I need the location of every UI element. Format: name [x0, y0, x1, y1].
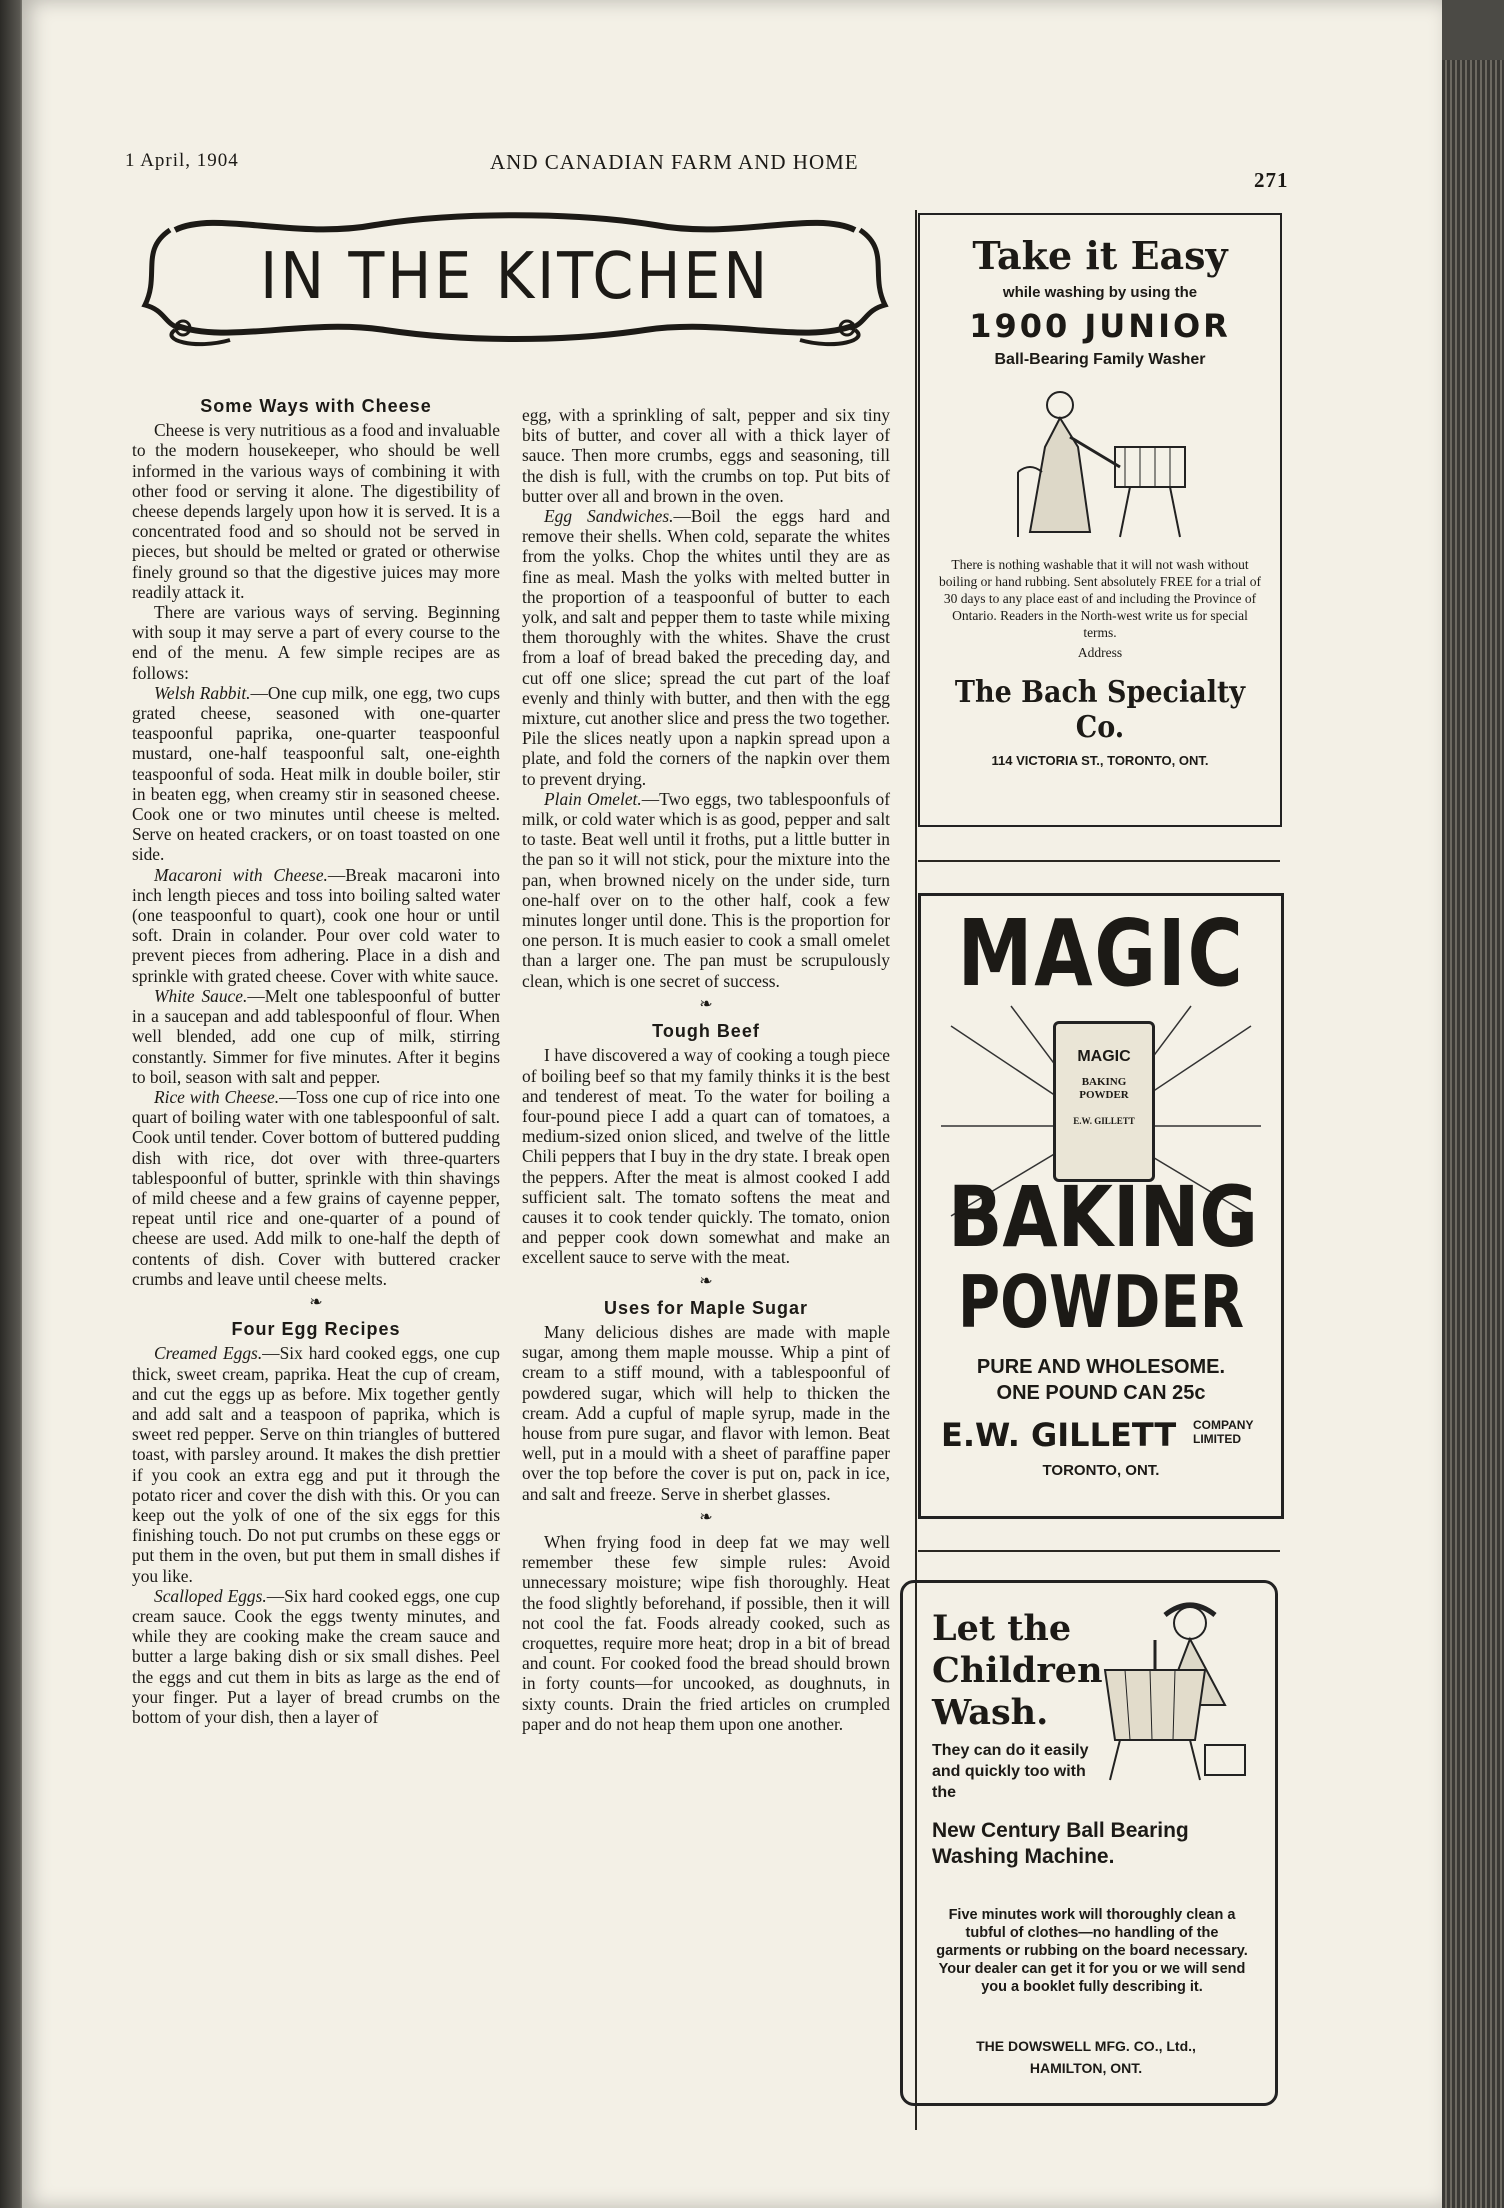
paragraph: egg, with a sprinkling of salt, pepper and six tiny bits of butter, and cover all with a thick layer of sauce. Then more crumbs, eggs and seasoning, till the dish is full, with the crumbs on top. Put bits of butter over all and brown in the oven. — [522, 405, 890, 506]
article-column-2 — [522, 405, 890, 1734]
recipe-text: —Two eggs, two tablespoonfuls of milk, or cold water which is as good, pepper and salt to taste. Beat well until it froths, put a little butter in the pan so it will not stick, pour the mixture into the pan, when browned nicely on the under side, turn one-half over on to the other half, cook a few minutes longer until done. This is the proportion for one person. It is much easier to cook a small omelet than a larger one. The pan must be scrupulously clean, which is one secret of success. — [522, 788, 890, 991]
ad-new-century-washer — [900, 1580, 1280, 2108]
ad-body: Five minutes work will thoroughly clean a tubful of clothes—no handling of the garments or rubbing on the board necessary. Your dealer can get it for you or we will send you a booklet fully describing it. — [936, 1907, 1248, 1995]
baking-powder-can — [1053, 1021, 1155, 1182]
banner-title: IN THE KITCHEN — [259, 240, 771, 314]
recipe-creamed-eggs — [132, 1343, 500, 1585]
ad-maker: E.W. GILLETT — [941, 1416, 1177, 1454]
recipe-title: Welsh Rabbit. — [154, 682, 251, 703]
paragraph: When frying food in deep fat we may well remember these few simple rules: Avoid unnecessary moisture; wipe fish thoroughly. Heat the food slightly beforehand, if possible, then it will not cool the fat. Foods already cooked, such as croquettes, require more heat; drop in a bit of bread and count. For cooked food the bread should brown in forty counts—for uncooked, as doughnuts, in sixty counts. Drain the fried articles on crumpled paper and do not heap them upon one another. — [522, 1531, 890, 1734]
recipe-title: Macaroni with Cheese. — [154, 864, 328, 885]
recipe-title: Creamed Eggs. — [154, 1343, 263, 1364]
article-column-1 — [132, 390, 500, 1727]
ad-city: HAMILTON, ONT. — [1029, 2060, 1143, 2076]
ad-pure-wholesome: PURE AND WHOLESOME. — [976, 1356, 1226, 1378]
recipe-macaroni — [132, 865, 500, 986]
ad-intro: They can do it easily and quickly too with the — [932, 1742, 1089, 1801]
woman-washing-illustration — [990, 377, 1210, 547]
recipe-text: —Break macaroni into inch length pieces and toss into boiling salted water (one teaspoonful to quart), cook one hour or until soft. Drain in colander. Pour over cold water to prevent pieces from adhering. Place in a dish and sprinkle with grated cheese. Cover with white sauce. — [132, 864, 500, 986]
ad-subhead: while washing by using the — [1002, 284, 1198, 301]
ad-headline: Take it Easy — [972, 233, 1228, 278]
recipe-text: —Melt one tablespoonful of butter in a saucepan and add tablespoonful of flour. When well blended, add one cup of milk, stirring constantly. Simmer for five minutes. After it begins to boil, season with salt and pepper. — [132, 985, 500, 1087]
ad-magic-baking-powder — [918, 893, 1284, 1519]
page-stack-edge — [1442, 60, 1504, 2208]
recipe-egg-sandwiches — [522, 506, 890, 789]
recipe-text: —Six hard cooked eggs, one cup thick, sweet cream, paprika. Heat the cup of cream, and cut the eggs up as before. Mix together gently and add salt and a teaspoon of paprika, which is sweet red pepper. Serve on thin triangles of buttered toast, with parsley around. It makes the dish prettier if you cook an extra egg and put it through the potato ricer and cover the dish with this. Or you can keep out the yolk of one of the six eggs for this finishing touch. Do not put crumbs on these eggs or put them in the oven, but put them in small dishes if you like. — [132, 1343, 500, 1586]
heading-four-egg: Four Egg Recipes — [231, 1319, 401, 1340]
can-label-maker: E.W. GILLETT — [1073, 1116, 1135, 1126]
recipe-rice-cheese — [132, 1087, 500, 1289]
recipe-title: Plain Omelet. — [544, 788, 642, 809]
ad-maker-limited: LIMITED — [1193, 1432, 1241, 1446]
recipe-plain-omelet — [522, 789, 890, 991]
leaf-ornament-icon: ❧ — [309, 1293, 323, 1311]
ad-1900-junior-washer — [918, 213, 1282, 827]
page-number: 271 — [1254, 168, 1289, 192]
paragraph: Cheese is very nutritious as a food and invaluable to the modern housekeeper, who should be well informed in the various ways of combining it with other food or serving it alone. The digestibility of cheese depends largely upon how it is served. It is a concentrated food and so should not be served in pieces, but should be melted or grated or otherwise finely ground so that the digestive juices may more readily attack it. — [132, 420, 500, 602]
ad-maker-suffix — [1193, 1418, 1253, 1446]
recipe-title: Scalloped Eggs. — [154, 1585, 267, 1606]
ad-company: THE DOWSWELL MFG. CO., Ltd., — [976, 2038, 1196, 2054]
ad-company: The Bach Specialty Co. — [954, 675, 1246, 745]
leaf-ornament-icon: ❧ — [699, 1272, 713, 1290]
ad-product-name: New Century Ball Bearing Washing Machine. — [932, 1819, 1189, 1868]
child-washing-illustration — [1095, 1595, 1265, 1785]
ad-word-powder: POWDER — [957, 1260, 1245, 1344]
recipe-text: —Boil the eggs hard and remove their shells. When cold, separate the whites from the yolks. Chop the whites until they are as fine as meal. Mash the yolks with melted butter in the proportion of a teaspoonful of butter to each yolk, and salt and pepper them to taste while mixing them thoroughly with the whites. Shave the crust from a loaf of bread baked the preceding day, and cut off one slice; spread the cut part of the loaf evenly and thinly with butter, and then with the egg mixture, cut another slice and press the two together. Pile the slices neatly upon a napkin spread upon a plate, and fold the corners of the napkin over them to prevent drying. — [522, 506, 890, 789]
leaf-ornament-icon: ❧ — [699, 995, 713, 1013]
ad-separator — [918, 860, 1280, 862]
section-banner — [135, 200, 895, 350]
recipe-title: White Sauce. — [154, 985, 248, 1006]
recipe-welsh-rabbit — [132, 683, 500, 865]
ad-city: TORONTO, ONT. — [1042, 1462, 1160, 1479]
paragraph: There are various ways of serving. Beginning with soup it may serve a part of every course to the end of the menu. A few simple recipes are as follows: — [132, 602, 500, 683]
recipe-scalloped-eggs — [132, 1586, 500, 1727]
issue-date: 1 April, 1904 — [125, 150, 239, 171]
can-label-magic: MAGIC — [1077, 1048, 1131, 1065]
ad-word-baking: BAKING — [948, 1168, 1258, 1266]
recipe-title: Rice with Cheese. — [154, 1086, 280, 1107]
ad-address-label: Address — [1077, 645, 1123, 660]
ad-separator — [918, 1550, 1280, 1552]
recipe-title: Egg Sandwiches. — [544, 506, 674, 527]
heading-cheese: Some Ways with Cheese — [200, 396, 432, 416]
can-label-baking: BAKING POWDER — [1079, 1076, 1129, 1101]
masthead: AND CANADIAN FARM AND HOME — [490, 150, 859, 174]
paragraph: I have discovered a way of cooking a tough piece of boiling beef so that my family thinks it is the best and tenderest of meat. To the water for boiling a four-pound piece I add a quart can of tomatoes, a medium-sized onion sliced, and twelve of the little Chili peppers that I buy in the dry state. I break open the peppers. After the meat is almost cooked I add sufficient salt. The tomato softens the meat and causes it to cook tender quickly. The tomato, onion and pepper cook down somewhat and make an excellent sauce to serve with the meat. — [522, 1045, 890, 1268]
ad-maker-company: COMPANY — [1193, 1418, 1254, 1432]
ad-tagline: Ball-Bearing Family Washer — [994, 351, 1206, 368]
ad-body: There is nothing washable that it will not wash without boiling or hand rubbing. Sent absolutely FREE for a trial of 30 days to any place east of and including the Province of Ontario. Readers in the North-west write us for special terms. — [938, 557, 1262, 640]
leaf-ornament-icon: ❧ — [699, 1508, 713, 1526]
heading-maple-sugar: Uses for Maple Sugar — [603, 1297, 809, 1318]
ad-product-name: 1900 JUNIOR — [969, 307, 1231, 345]
paragraph: Many delicious dishes are made with maple sugar, among them maple mousse. Whip a pint of cream to a stiff mound, with a tablespoonful of powdered sugar, which will help to thicken the cream. Add a cupful of maple syrup, made in the house from pure sugar, and flavor with lemon. Beat well, put in a mould with a sheet of paraffine paper over the top before the cover is put on, pack in ice, and salt and freeze. Serve in sherbet glasses. — [522, 1321, 890, 1504]
recipe-text: —Toss one cup of rice into one quart of boiling water with one tablespoonful of salt. Cook until tender. Cover bottom of buttered pudding dish with rice, dot over with three-quarters tablespoonful of butter, sprinkle with thin shavings of mild cheese and a few grains of cayenne pepper, repeat until rice and one-quarter of a pound of cheese are used. Add milk to one-half the depth of contents of dish. Cover with buttered cracker crumbs and leave until cheese melts. — [132, 1086, 500, 1289]
recipe-text: —One cup milk, one egg, two cups grated cheese, seasoned with one-quarter teaspoonful paprika, one-quarter teaspoonful mustard, one-half teaspoonful salt, one-eighth teaspoonful of soda. Heat milk in double boiler, stir in beaten egg, when creamy stir in seasoned cheese. Cook one or two minutes until cheese is melted. Serve on heated crackers, or on toast toasted on one side. — [132, 682, 500, 865]
ad-headline: Let the Children Wash. — [932, 1608, 1103, 1733]
ad-word-magic: MAGIC — [957, 900, 1245, 1007]
ad-street: 114 VICTORIA ST., TORONTO, ONT. — [991, 753, 1209, 768]
recipe-text: —Six hard cooked eggs, one cup cream sauce. Cook the eggs twenty minutes, and while they are cooking make the cream sauce and butter a large baking dish or six small dishes. Peel the eggs and cut them in bits as large as the end of your finger. Put a layer of bread crumbs on the bottom of your dish, then a layer of — [132, 1585, 500, 1727]
recipe-white-sauce — [132, 986, 500, 1087]
ad-price: ONE POUND CAN 25c — [996, 1382, 1206, 1404]
heading-tough-beef: Tough Beef — [652, 1021, 760, 1042]
